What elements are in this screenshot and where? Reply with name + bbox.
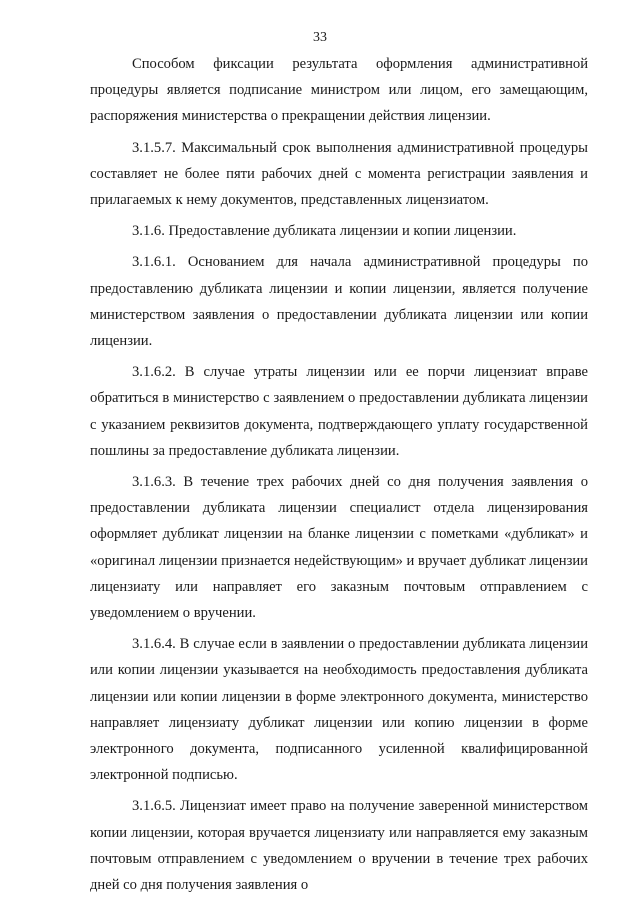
paragraph: 3.1.6.3. В течение трех рабочих дней со дня получения заявления о предоставлении дубликата лицензии специалист отдела лицензирования оформляет дубликат лицензии на бланке лицензии с пометками «дубликат» и «оригинал лицензии признается недействующим» и вручает дубликат лицензии лицензиату или направляет его заказным почтовым отправлением с уведомлением о вручении. xyxy=(90,474,588,622)
paragraph: 3.1.6.4. В случае если в заявлении о предоставлении дубликата лицензии или копии лицензии указывается на необходимость предоставления дубликата лицензии или копии лицензии в форме электронного документа, министерство направляет лицензиату дубликат лицензии или копию лицензии в форме электронного документа, подписанного усиленной квалифицированной электронной подписью. xyxy=(90,636,588,784)
paragraph: 3.1.5.7. Максимальный срок выполнения административной процедуры составляет не более пяти рабочих дней с момента регистрации заявления и прилагаемых к нему документов, представленных лицензиатом. xyxy=(90,139,588,209)
document-body xyxy=(90,51,588,898)
paragraph: 3.1.6. Предоставление дубликата лицензии и копии лицензии. xyxy=(132,223,517,240)
paragraph: 3.1.6.2. В случае утраты лицензии или ее порчи лицензиат вправе обратиться в министерство с заявлением о предоставлении дубликата лицензии с указанием реквизитов документа, подтверждающего уплату государственной пошлины за предоставление дубликата лицензии. xyxy=(90,364,588,459)
paragraph: 3.1.6.1. Основанием для начала административной процедуры по предоставлению дубликата лицензии и копии лицензии, является получение министерством заявления о предоставлении дубликата лицензии или копии лицензии. xyxy=(90,254,588,350)
paragraph: 3.1.6.5. Лицензиат имеет право на получение заверенной министерством копии лицензии, которая вручается лицензиату или направляется ему заказным почтовым отправлением с уведомлением о вручении в течение трех рабочих дней со дня получения заявления о xyxy=(90,798,588,894)
paragraph: Способом фиксации результата оформления административной процедуры является подписание министром или лицом, его замещающим, распоряжения министерства о прекращении действия лицензии. xyxy=(90,56,588,125)
page-number: 33 xyxy=(313,30,327,45)
